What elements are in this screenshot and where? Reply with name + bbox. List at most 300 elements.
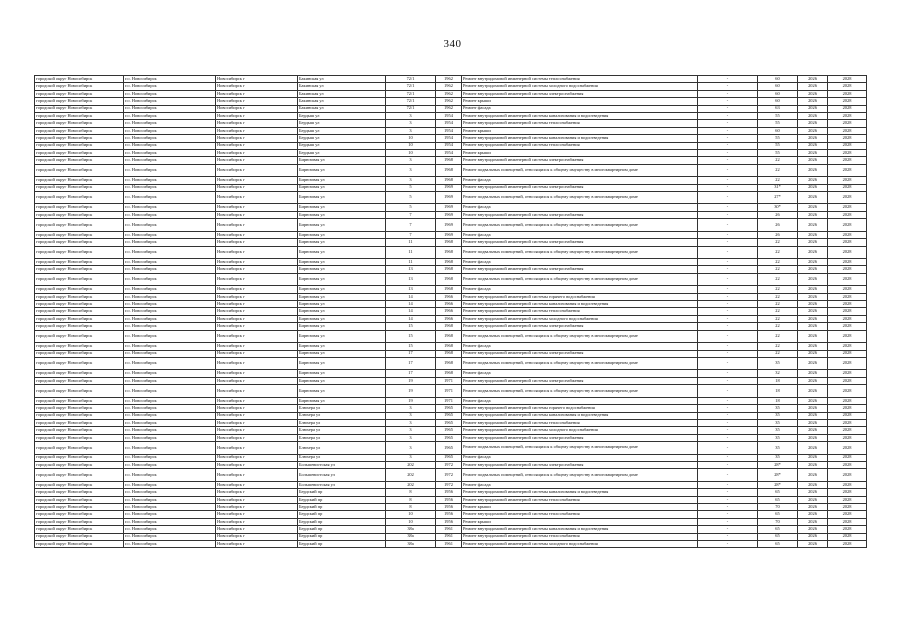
start-year-cell: 2026	[798, 419, 828, 426]
street-cell: Бакинская ул	[298, 90, 386, 97]
table-row	[35, 98, 867, 105]
district-cell: г.о. Новосибирск	[124, 98, 216, 105]
municipality-cell: городской округ Новосибирск	[35, 191, 124, 204]
settlement-cell: Новосибирск г	[216, 259, 298, 266]
table-row	[35, 105, 867, 112]
district-cell: г.о. Новосибирск	[124, 518, 216, 525]
start-year-cell: 2026	[798, 266, 828, 273]
district-cell: г.о. Новосибирск	[124, 105, 216, 112]
start-year-cell: 2026	[798, 246, 828, 259]
end-year-cell: 2028	[828, 149, 867, 156]
start-year-cell: 2026	[798, 120, 828, 127]
term-cell: 22	[758, 177, 798, 184]
house-cell: 3	[386, 442, 436, 455]
dash-cell: -	[698, 259, 758, 266]
table-row	[35, 219, 867, 232]
municipality-cell: городской округ Новосибирск	[35, 112, 124, 119]
street-cell: Бердский пр	[298, 533, 386, 540]
table-row	[35, 164, 867, 177]
district-cell: г.о. Новосибирск	[124, 127, 216, 134]
term-cell: 22	[758, 266, 798, 273]
start-year-cell: 2026	[798, 293, 828, 300]
work-type-cell: Ремонт фасада	[462, 286, 698, 293]
street-cell: Бердский пр	[298, 526, 386, 533]
work-type-cell: Ремонт внутридомовой инженерной системы теплоснабжения	[462, 511, 698, 518]
municipality-cell: городской округ Новосибирск	[35, 419, 124, 426]
district-cell: г.о. Новосибирск	[124, 273, 216, 286]
street-cell: Бирюзовая ул	[298, 330, 386, 343]
year-cell: 1972	[436, 461, 462, 468]
end-year-cell: 2028	[828, 533, 867, 540]
term-cell: 70	[758, 504, 798, 511]
dash-cell: -	[698, 461, 758, 468]
start-year-cell: 2026	[798, 98, 828, 105]
year-cell: 1965	[436, 442, 462, 455]
municipality-cell: городской округ Новосибирск	[35, 397, 124, 404]
table-row	[35, 76, 867, 83]
work-type-cell: Ремонт подвальных помещений, относящихся к общему имуществу в многоквартирном доме	[462, 191, 698, 204]
year-cell: 1956	[436, 504, 462, 511]
district-cell: г.о. Новосибирск	[124, 246, 216, 259]
year-cell: 1954	[436, 127, 462, 134]
term-cell: 60	[758, 98, 798, 105]
settlement-cell: Новосибирск г	[216, 184, 298, 191]
settlement-cell: Новосибирск г	[216, 211, 298, 218]
table-row	[35, 357, 867, 370]
street-cell: Бирюзовая ул	[298, 177, 386, 184]
start-year-cell: 2026	[798, 149, 828, 156]
house-cell: 13	[386, 273, 436, 286]
year-cell: 1968	[436, 343, 462, 350]
municipality-cell: городской округ Новосибирск	[35, 405, 124, 412]
district-cell: г.о. Новосибирск	[124, 90, 216, 97]
settlement-cell: Новосибирск г	[216, 273, 298, 286]
table-row	[35, 461, 867, 468]
street-cell: Бирюзовая ул	[298, 191, 386, 204]
settlement-cell: Новосибирск г	[216, 481, 298, 488]
work-type-cell: Ремонт внутридомовой инженерной системы канализования и водоотведения	[462, 412, 698, 419]
start-year-cell: 2026	[798, 454, 828, 461]
end-year-cell: 2028	[828, 419, 867, 426]
district-cell: г.о. Новосибирск	[124, 191, 216, 204]
year-cell: 1968	[436, 266, 462, 273]
term-cell: 65	[758, 489, 798, 496]
settlement-cell: Новосибирск г	[216, 518, 298, 525]
year-cell: 1965	[436, 454, 462, 461]
table-row	[35, 266, 867, 273]
end-year-cell: 2028	[828, 511, 867, 518]
municipality-cell: городской округ Новосибирск	[35, 239, 124, 246]
street-cell: Бирюзовая ул	[298, 231, 386, 238]
house-cell: 17	[386, 357, 436, 370]
end-year-cell: 2028	[828, 90, 867, 97]
house-cell: 8	[386, 504, 436, 511]
table-row	[35, 526, 867, 533]
year-cell: 1966	[436, 293, 462, 300]
dash-cell: -	[698, 540, 758, 547]
table-row	[35, 427, 867, 434]
district-cell: г.о. Новосибирск	[124, 526, 216, 533]
municipality-cell: городской округ Новосибирск	[35, 385, 124, 398]
start-year-cell: 2026	[798, 90, 828, 97]
work-type-cell: Ремонт подвальных помещений, относящихся к общему имуществу в многоквартирном доме	[462, 385, 698, 398]
district-cell: г.о. Новосибирск	[124, 540, 216, 547]
work-type-cell: Ремонт фасада	[462, 454, 698, 461]
end-year-cell: 2028	[828, 127, 867, 134]
end-year-cell: 2028	[828, 350, 867, 357]
municipality-cell: городской округ Новосибирск	[35, 164, 124, 177]
street-cell: Бердыш ул	[298, 149, 386, 156]
district-cell: г.о. Новосибирск	[124, 454, 216, 461]
settlement-cell: Новосибирск г	[216, 293, 298, 300]
end-year-cell: 2028	[828, 481, 867, 488]
term-cell: 35	[758, 419, 798, 426]
work-type-cell: Ремонт внутридомовой инженерной системы канализования и водоотведения	[462, 301, 698, 308]
municipality-cell: городской округ Новосибирск	[35, 105, 124, 112]
dash-cell: -	[698, 231, 758, 238]
table-row	[35, 323, 867, 330]
term-cell: 35	[758, 412, 798, 419]
term-cell: 35	[758, 405, 798, 412]
district-cell: г.о. Новосибирск	[124, 301, 216, 308]
end-year-cell: 2028	[828, 286, 867, 293]
district-cell: г.о. Новосибирск	[124, 315, 216, 322]
end-year-cell: 2028	[828, 504, 867, 511]
dash-cell: -	[698, 308, 758, 315]
table-row	[35, 204, 867, 211]
district-cell: г.о. Новосибирск	[124, 177, 216, 184]
work-type-cell: Ремонт фасада	[462, 177, 698, 184]
street-cell: Блюхера ул	[298, 454, 386, 461]
dash-cell: -	[698, 442, 758, 455]
work-type-cell: Ремонт внутридомовой инженерной системы электроснабжения	[462, 434, 698, 441]
street-cell: Бирюзовая ул	[298, 343, 386, 350]
house-cell: 14	[386, 315, 436, 322]
dash-cell: -	[698, 489, 758, 496]
street-cell: Бирюзовая ул	[298, 286, 386, 293]
end-year-cell: 2028	[828, 301, 867, 308]
work-type-cell: Ремонт крыши	[462, 127, 698, 134]
municipality-cell: городской округ Новосибирск	[35, 127, 124, 134]
year-cell: 1954	[436, 120, 462, 127]
end-year-cell: 2028	[828, 191, 867, 204]
settlement-cell: Новосибирск г	[216, 149, 298, 156]
municipality-cell: городской округ Новосибирск	[35, 481, 124, 488]
year-cell: 1965	[436, 427, 462, 434]
year-cell: 1956	[436, 489, 462, 496]
dash-cell: -	[698, 120, 758, 127]
end-year-cell: 2028	[828, 427, 867, 434]
end-year-cell: 2028	[828, 83, 867, 90]
street-cell: Бирюзовая ул	[298, 259, 386, 266]
district-cell: г.о. Новосибирск	[124, 412, 216, 419]
table-row	[35, 127, 867, 134]
year-cell: 1954	[436, 135, 462, 142]
settlement-cell: Новосибирск г	[216, 540, 298, 547]
district-cell: г.о. Новосибирск	[124, 164, 216, 177]
settlement-cell: Новосибирск г	[216, 533, 298, 540]
term-cell: 22	[758, 323, 798, 330]
municipality-cell: городской округ Новосибирск	[35, 120, 124, 127]
settlement-cell: Новосибирск г	[216, 489, 298, 496]
start-year-cell: 2026	[798, 239, 828, 246]
table-row	[35, 157, 867, 164]
table-row	[35, 377, 867, 384]
term-cell: 22	[758, 286, 798, 293]
year-cell: 1968	[436, 350, 462, 357]
municipality-cell: городской округ Новосибирск	[35, 231, 124, 238]
district-cell: г.о. Новосибирск	[124, 83, 216, 90]
house-cell: 14	[386, 301, 436, 308]
work-type-cell: Ремонт внутридомовой инженерной системы электроснабжения	[462, 239, 698, 246]
house-cell: 19	[386, 385, 436, 398]
term-cell: 65	[758, 511, 798, 518]
settlement-cell: Новосибирск г	[216, 412, 298, 419]
settlement-cell: Новосибирск г	[216, 219, 298, 232]
district-cell: г.о. Новосибирск	[124, 157, 216, 164]
district-cell: г.о. Новосибирск	[124, 504, 216, 511]
term-cell: 60	[758, 90, 798, 97]
term-cell: 22	[758, 350, 798, 357]
dash-cell: -	[698, 184, 758, 191]
municipality-cell: городской округ Новосибирск	[35, 211, 124, 218]
end-year-cell: 2028	[828, 231, 867, 238]
house-cell: 38а	[386, 526, 436, 533]
end-year-cell: 2028	[828, 526, 867, 533]
year-cell: 1956	[436, 511, 462, 518]
end-year-cell: 2028	[828, 120, 867, 127]
start-year-cell: 2026	[798, 105, 828, 112]
end-year-cell: 2028	[828, 76, 867, 83]
end-year-cell: 2028	[828, 259, 867, 266]
start-year-cell: 2026	[798, 135, 828, 142]
house-cell: 202	[386, 481, 436, 488]
dash-cell: -	[698, 177, 758, 184]
settlement-cell: Новосибирск г	[216, 315, 298, 322]
year-cell: 1962	[436, 90, 462, 97]
house-cell: 11	[386, 246, 436, 259]
start-year-cell: 2026	[798, 315, 828, 322]
year-cell: 1968	[436, 286, 462, 293]
work-type-cell: Ремонт внутридомовой инженерной системы электроснабжения	[462, 90, 698, 97]
work-type-cell: Ремонт внутридомовой инженерной системы горячего водоснабжения	[462, 293, 698, 300]
district-cell: г.о. Новосибирск	[124, 461, 216, 468]
table-row	[35, 301, 867, 308]
house-cell: 15	[386, 323, 436, 330]
term-cell: 22	[758, 259, 798, 266]
work-type-cell: Ремонт внутридомовой инженерной системы теплоснабжения	[462, 76, 698, 83]
dash-cell: -	[698, 315, 758, 322]
table-row	[35, 308, 867, 315]
term-cell: 22	[758, 273, 798, 286]
municipality-cell: городской округ Новосибирск	[35, 76, 124, 83]
end-year-cell: 2028	[828, 461, 867, 468]
work-type-cell: Ремонт подвальных помещений, относящихся к общему имуществу в многоквартирном доме	[462, 442, 698, 455]
street-cell: Бирюзовая ул	[298, 323, 386, 330]
street-cell: Бирюзовая ул	[298, 157, 386, 164]
settlement-cell: Новосибирск г	[216, 105, 298, 112]
start-year-cell: 2026	[798, 357, 828, 370]
year-cell: 1965	[436, 412, 462, 419]
table-row	[35, 149, 867, 156]
dash-cell: -	[698, 454, 758, 461]
street-cell: Бирюзовая ул	[298, 308, 386, 315]
district-cell: г.о. Новосибирск	[124, 323, 216, 330]
district-cell: г.о. Новосибирск	[124, 496, 216, 503]
end-year-cell: 2028	[828, 385, 867, 398]
settlement-cell: Новосибирск г	[216, 76, 298, 83]
settlement-cell: Новосибирск г	[216, 370, 298, 377]
end-year-cell: 2028	[828, 469, 867, 482]
district-cell: г.о. Новосибирск	[124, 239, 216, 246]
municipality-cell: городской округ Новосибирск	[35, 469, 124, 482]
settlement-cell: Новосибирск г	[216, 246, 298, 259]
street-cell: Большевистская ул	[298, 469, 386, 482]
work-type-cell: Ремонт подвальных помещений, относящихся к общему имуществу в многоквартирном доме	[462, 273, 698, 286]
year-cell: 1966	[436, 301, 462, 308]
street-cell: Бирюзовая ул	[298, 370, 386, 377]
dash-cell: -	[698, 157, 758, 164]
district-cell: г.о. Новосибирск	[124, 142, 216, 149]
end-year-cell: 2028	[828, 112, 867, 119]
end-year-cell: 2028	[828, 357, 867, 370]
year-cell: 1968	[436, 370, 462, 377]
year-cell: 1954	[436, 142, 462, 149]
settlement-cell: Новосибирск г	[216, 385, 298, 398]
year-cell: 1968	[436, 259, 462, 266]
settlement-cell: Новосибирск г	[216, 177, 298, 184]
dash-cell: -	[698, 90, 758, 97]
street-cell: Бердыш ул	[298, 142, 386, 149]
year-cell: 1968	[436, 273, 462, 286]
term-cell: 60	[758, 127, 798, 134]
settlement-cell: Новосибирск г	[216, 142, 298, 149]
house-cell: 3	[386, 177, 436, 184]
municipality-cell: городской округ Новосибирск	[35, 315, 124, 322]
district-cell: г.о. Новосибирск	[124, 350, 216, 357]
street-cell: Блюхера ул	[298, 434, 386, 441]
table-row	[35, 469, 867, 482]
municipality-cell: городской округ Новосибирск	[35, 412, 124, 419]
end-year-cell: 2028	[828, 246, 867, 259]
table-body	[35, 76, 867, 548]
end-year-cell: 2028	[828, 98, 867, 105]
year-cell: 1971	[436, 385, 462, 398]
street-cell: Бакинская ул	[298, 83, 386, 90]
street-cell: Бакинская ул	[298, 105, 386, 112]
street-cell: Бердыш ул	[298, 120, 386, 127]
house-cell: 17	[386, 350, 436, 357]
table-row	[35, 454, 867, 461]
house-cell: 202	[386, 469, 436, 482]
dash-cell: -	[698, 526, 758, 533]
table-row	[35, 177, 867, 184]
settlement-cell: Новосибирск г	[216, 461, 298, 468]
work-type-cell: Ремонт внутридомовой инженерной системы электроснабжения	[462, 157, 698, 164]
year-cell: 1962	[436, 105, 462, 112]
municipality-cell: городской округ Новосибирск	[35, 204, 124, 211]
end-year-cell: 2028	[828, 315, 867, 322]
house-cell: 3	[386, 164, 436, 177]
start-year-cell: 2026	[798, 83, 828, 90]
end-year-cell: 2028	[828, 184, 867, 191]
municipality-cell: городской округ Новосибирск	[35, 177, 124, 184]
term-cell: 55	[758, 142, 798, 149]
work-type-cell: Ремонт внутридомовой инженерной системы электроснабжения	[462, 323, 698, 330]
start-year-cell: 2026	[798, 330, 828, 343]
house-cell: 10	[386, 518, 436, 525]
work-type-cell: Ремонт фасада	[462, 481, 698, 488]
dash-cell: -	[698, 135, 758, 142]
district-cell: г.о. Новосибирск	[124, 469, 216, 482]
house-cell: 5	[386, 204, 436, 211]
municipality-cell: городской округ Новосибирск	[35, 293, 124, 300]
street-cell: Бердский пр	[298, 504, 386, 511]
settlement-cell: Новосибирск г	[216, 357, 298, 370]
year-cell: 1968	[436, 164, 462, 177]
district-cell: г.о. Новосибирск	[124, 377, 216, 384]
municipality-cell: городской округ Новосибирск	[35, 370, 124, 377]
dash-cell: -	[698, 350, 758, 357]
dash-cell: -	[698, 105, 758, 112]
start-year-cell: 2026	[798, 343, 828, 350]
street-cell: Бердыш ул	[298, 112, 386, 119]
end-year-cell: 2028	[828, 405, 867, 412]
work-type-cell: Ремонт внутридомовой инженерной системы теплоснабжения	[462, 496, 698, 503]
house-cell: 14	[386, 293, 436, 300]
year-cell: 1966	[436, 308, 462, 315]
work-type-cell: Ремонт крыши	[462, 149, 698, 156]
settlement-cell: Новосибирск г	[216, 231, 298, 238]
start-year-cell: 2026	[798, 350, 828, 357]
term-cell: 28*	[758, 481, 798, 488]
work-type-cell: Ремонт внутридомовой инженерной системы холодного водоснабжения	[462, 83, 698, 90]
table-row	[35, 370, 867, 377]
work-type-cell: Ремонт фасада	[462, 105, 698, 112]
district-cell: г.о. Новосибирск	[124, 149, 216, 156]
district-cell: г.о. Новосибирск	[124, 511, 216, 518]
term-cell: 55	[758, 135, 798, 142]
table-row	[35, 442, 867, 455]
term-cell: 63	[758, 105, 798, 112]
start-year-cell: 2026	[798, 76, 828, 83]
dash-cell: -	[698, 246, 758, 259]
district-cell: г.о. Новосибирск	[124, 489, 216, 496]
page-number: 340	[443, 38, 462, 50]
municipality-cell: городской округ Новосибирск	[35, 266, 124, 273]
term-cell: 26	[758, 211, 798, 218]
house-cell: 15	[386, 330, 436, 343]
district-cell: г.о. Новосибирск	[124, 442, 216, 455]
table-row	[35, 90, 867, 97]
start-year-cell: 2026	[798, 397, 828, 404]
term-cell: 28*	[758, 461, 798, 468]
work-type-cell: Ремонт внутридомовой инженерной системы канализования и водоотведения	[462, 489, 698, 496]
end-year-cell: 2028	[828, 397, 867, 404]
year-cell: 1968	[436, 323, 462, 330]
term-cell: 26	[758, 231, 798, 238]
term-cell: 31*	[758, 184, 798, 191]
district-cell: г.о. Новосибирск	[124, 533, 216, 540]
district-cell: г.о. Новосибирск	[124, 330, 216, 343]
table-row	[35, 385, 867, 398]
year-cell: 1965	[436, 405, 462, 412]
year-cell: 1969	[436, 184, 462, 191]
house-cell: 10	[386, 135, 436, 142]
start-year-cell: 2026	[798, 191, 828, 204]
end-year-cell: 2028	[828, 135, 867, 142]
start-year-cell: 2026	[798, 434, 828, 441]
